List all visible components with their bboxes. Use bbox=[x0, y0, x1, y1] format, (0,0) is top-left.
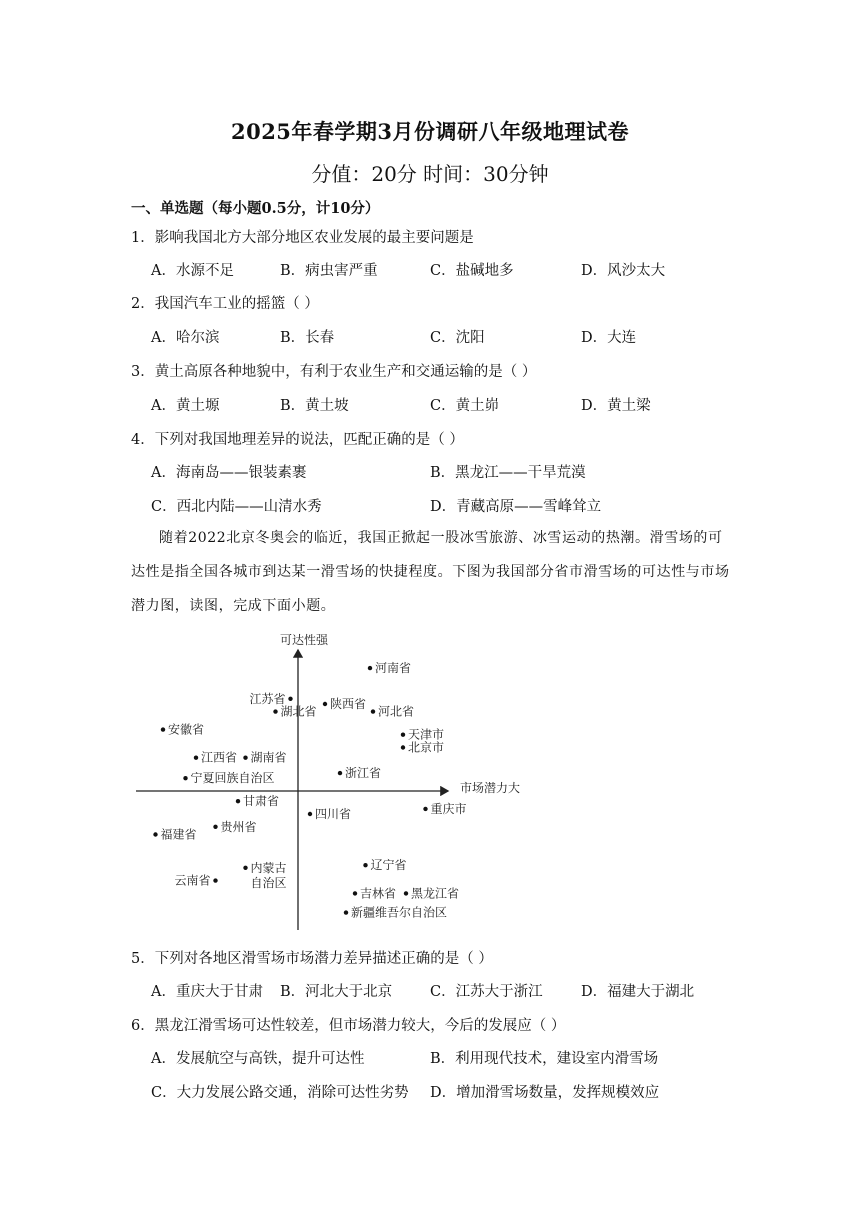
question-1-stem: 1．影响我国北方大部分地区农业发展的最主要问题是 bbox=[131, 230, 474, 246]
point-label-12: 甘肃省 bbox=[243, 794, 280, 809]
point-16 bbox=[153, 832, 157, 836]
q5-option-a[interactable]: A．重庆大于甘肃 bbox=[151, 984, 263, 1000]
question-3-stem: 3．黄土高原各种地貌中，有利于农业生产和交通运输的是（ ） bbox=[131, 364, 537, 380]
question-6-stem: 6．黑龙江滑雪场可达性较差，但市场潜力较大，今后的发展应（ ） bbox=[131, 1018, 566, 1034]
point-label-17: 辽宁省 bbox=[370, 858, 407, 873]
exam-subtitle: 分值：20分 时间：30分钟 bbox=[311, 162, 549, 186]
q1-option-b[interactable]: B．病虫害严重 bbox=[280, 263, 378, 279]
q4-option-d[interactable]: D．青藏高原——雪峰耸立 bbox=[430, 499, 602, 515]
point-4 bbox=[371, 709, 375, 713]
point-label-8: 江西省 bbox=[201, 750, 238, 765]
exam-title: 2025年春学期3月份调研八年级地理试卷 bbox=[230, 119, 630, 144]
reading-passage: 随着2022北京冬奥会的临近，我国正掀起一股冰雪旅游、冰雪运动的热潮。滑雪场的可达性是指全国各城市到达某一滑雪场的快捷程度。下图为我国部分省市滑雪场的可达性与市场潜力图，读图，完成下面小题。 bbox=[131, 530, 730, 614]
q2-option-a[interactable]: A．哈尔滨 bbox=[151, 330, 220, 346]
point-label-10: 浙江省 bbox=[345, 766, 382, 781]
point-label-13: 重庆市 bbox=[430, 801, 467, 816]
point-12 bbox=[236, 799, 240, 803]
point-20 bbox=[353, 891, 357, 895]
x-axis-label: 市场潜力大 bbox=[460, 781, 521, 795]
section-heading: 一、单选题（每小题0.5分，计10分） bbox=[131, 200, 380, 217]
q5-option-c[interactable]: C．江苏大于浙江 bbox=[430, 984, 543, 1000]
q1-option-d[interactable]: D．风沙太大 bbox=[581, 263, 666, 279]
point-0 bbox=[368, 666, 372, 670]
question-5-stem: 5．下列对各地区滑雪场市场潜力差异描述正确的是（ ） bbox=[131, 951, 493, 967]
point-3 bbox=[273, 709, 277, 713]
scatter-points bbox=[153, 660, 466, 920]
point-18 bbox=[213, 878, 217, 882]
point-10 bbox=[338, 771, 342, 775]
point-6 bbox=[401, 733, 405, 737]
point-label-20: 吉林省 bbox=[360, 886, 397, 901]
point-label-11: 宁夏回族自治区 bbox=[190, 771, 275, 786]
q6-option-c[interactable]: C．大力发展公路交通，消除可达性劣势 bbox=[151, 1085, 409, 1101]
point-label-0: 河南省 bbox=[375, 661, 412, 676]
q6-option-a[interactable]: A．发展航空与高铁，提升可达性 bbox=[151, 1051, 365, 1067]
q2-option-c[interactable]: C．沈阳 bbox=[430, 330, 485, 346]
question-4-stem: 4．下列对我国地理差异的说法，匹配正确的是（ ） bbox=[131, 432, 464, 448]
point-label-9: 湖南省 bbox=[250, 750, 287, 765]
q6-option-b[interactable]: B．利用现代技术，建设室内滑雪场 bbox=[430, 1051, 659, 1067]
point-label-5: 安徽省 bbox=[168, 722, 205, 737]
point-label-16: 福建省 bbox=[160, 827, 197, 842]
point-15 bbox=[213, 825, 217, 829]
q2-option-b[interactable]: B．长春 bbox=[280, 330, 335, 346]
q5-option-d[interactable]: D．福建大于湖北 bbox=[581, 984, 695, 1000]
point-1 bbox=[288, 697, 292, 701]
q1-option-a[interactable]: A．水源不足 bbox=[151, 263, 234, 279]
point-label-3: 湖北省 bbox=[280, 704, 317, 719]
point-17 bbox=[363, 863, 367, 867]
q1-option-c[interactable]: C．盐碱地多 bbox=[430, 263, 514, 279]
point-8 bbox=[194, 756, 198, 760]
q3-option-a[interactable]: A．黄土塬 bbox=[151, 398, 220, 414]
point-21 bbox=[404, 891, 408, 895]
q4-option-a[interactable]: A．海南岛——银装素裹 bbox=[151, 465, 307, 481]
point-label-14: 四川省 bbox=[315, 807, 352, 821]
point-label-2: 陕西省 bbox=[330, 697, 367, 711]
point-label-19: 内蒙古自治区 bbox=[250, 860, 287, 890]
q3-option-d[interactable]: D．黄土梁 bbox=[581, 398, 651, 414]
q3-option-c[interactable]: C．黄土峁 bbox=[430, 398, 500, 414]
point-14 bbox=[308, 812, 312, 816]
accessibility-market-chart bbox=[130, 630, 530, 940]
point-7 bbox=[401, 745, 405, 749]
point-22 bbox=[344, 910, 348, 914]
q4-option-c[interactable]: C．西北内陆——山清水秀 bbox=[151, 499, 322, 515]
point-19 bbox=[243, 866, 247, 870]
point-label-6: 天津市 bbox=[408, 727, 445, 742]
y-axis-label: 可达性强 bbox=[280, 633, 329, 647]
point-13 bbox=[423, 807, 427, 811]
point-label-1: 江苏省 bbox=[249, 691, 286, 706]
q6-option-d[interactable]: D．增加滑雪场数量，发挥规模效应 bbox=[430, 1085, 660, 1101]
q3-option-b[interactable]: B．黄土坡 bbox=[280, 398, 349, 414]
point-label-7: 北京市 bbox=[408, 740, 445, 755]
point-11 bbox=[183, 776, 187, 780]
q2-option-d[interactable]: D．大连 bbox=[581, 330, 637, 346]
q4-option-b[interactable]: B．黑龙江——干旱荒漠 bbox=[430, 465, 586, 481]
point-label-4: 河北省 bbox=[378, 704, 415, 719]
point-label-18: 云南省 bbox=[174, 873, 211, 888]
question-2-stem: 2．我国汽车工业的摇篮（ ） bbox=[131, 296, 319, 312]
point-2 bbox=[323, 702, 327, 706]
point-label-15: 贵州省 bbox=[220, 819, 257, 834]
q5-option-b[interactable]: B．河北大于北京 bbox=[280, 984, 393, 1000]
point-label-21: 黑龙江省 bbox=[411, 886, 460, 901]
point-5 bbox=[161, 727, 165, 731]
point-label-22: 新疆维吾尔自治区 bbox=[351, 905, 448, 920]
point-9 bbox=[243, 756, 247, 760]
